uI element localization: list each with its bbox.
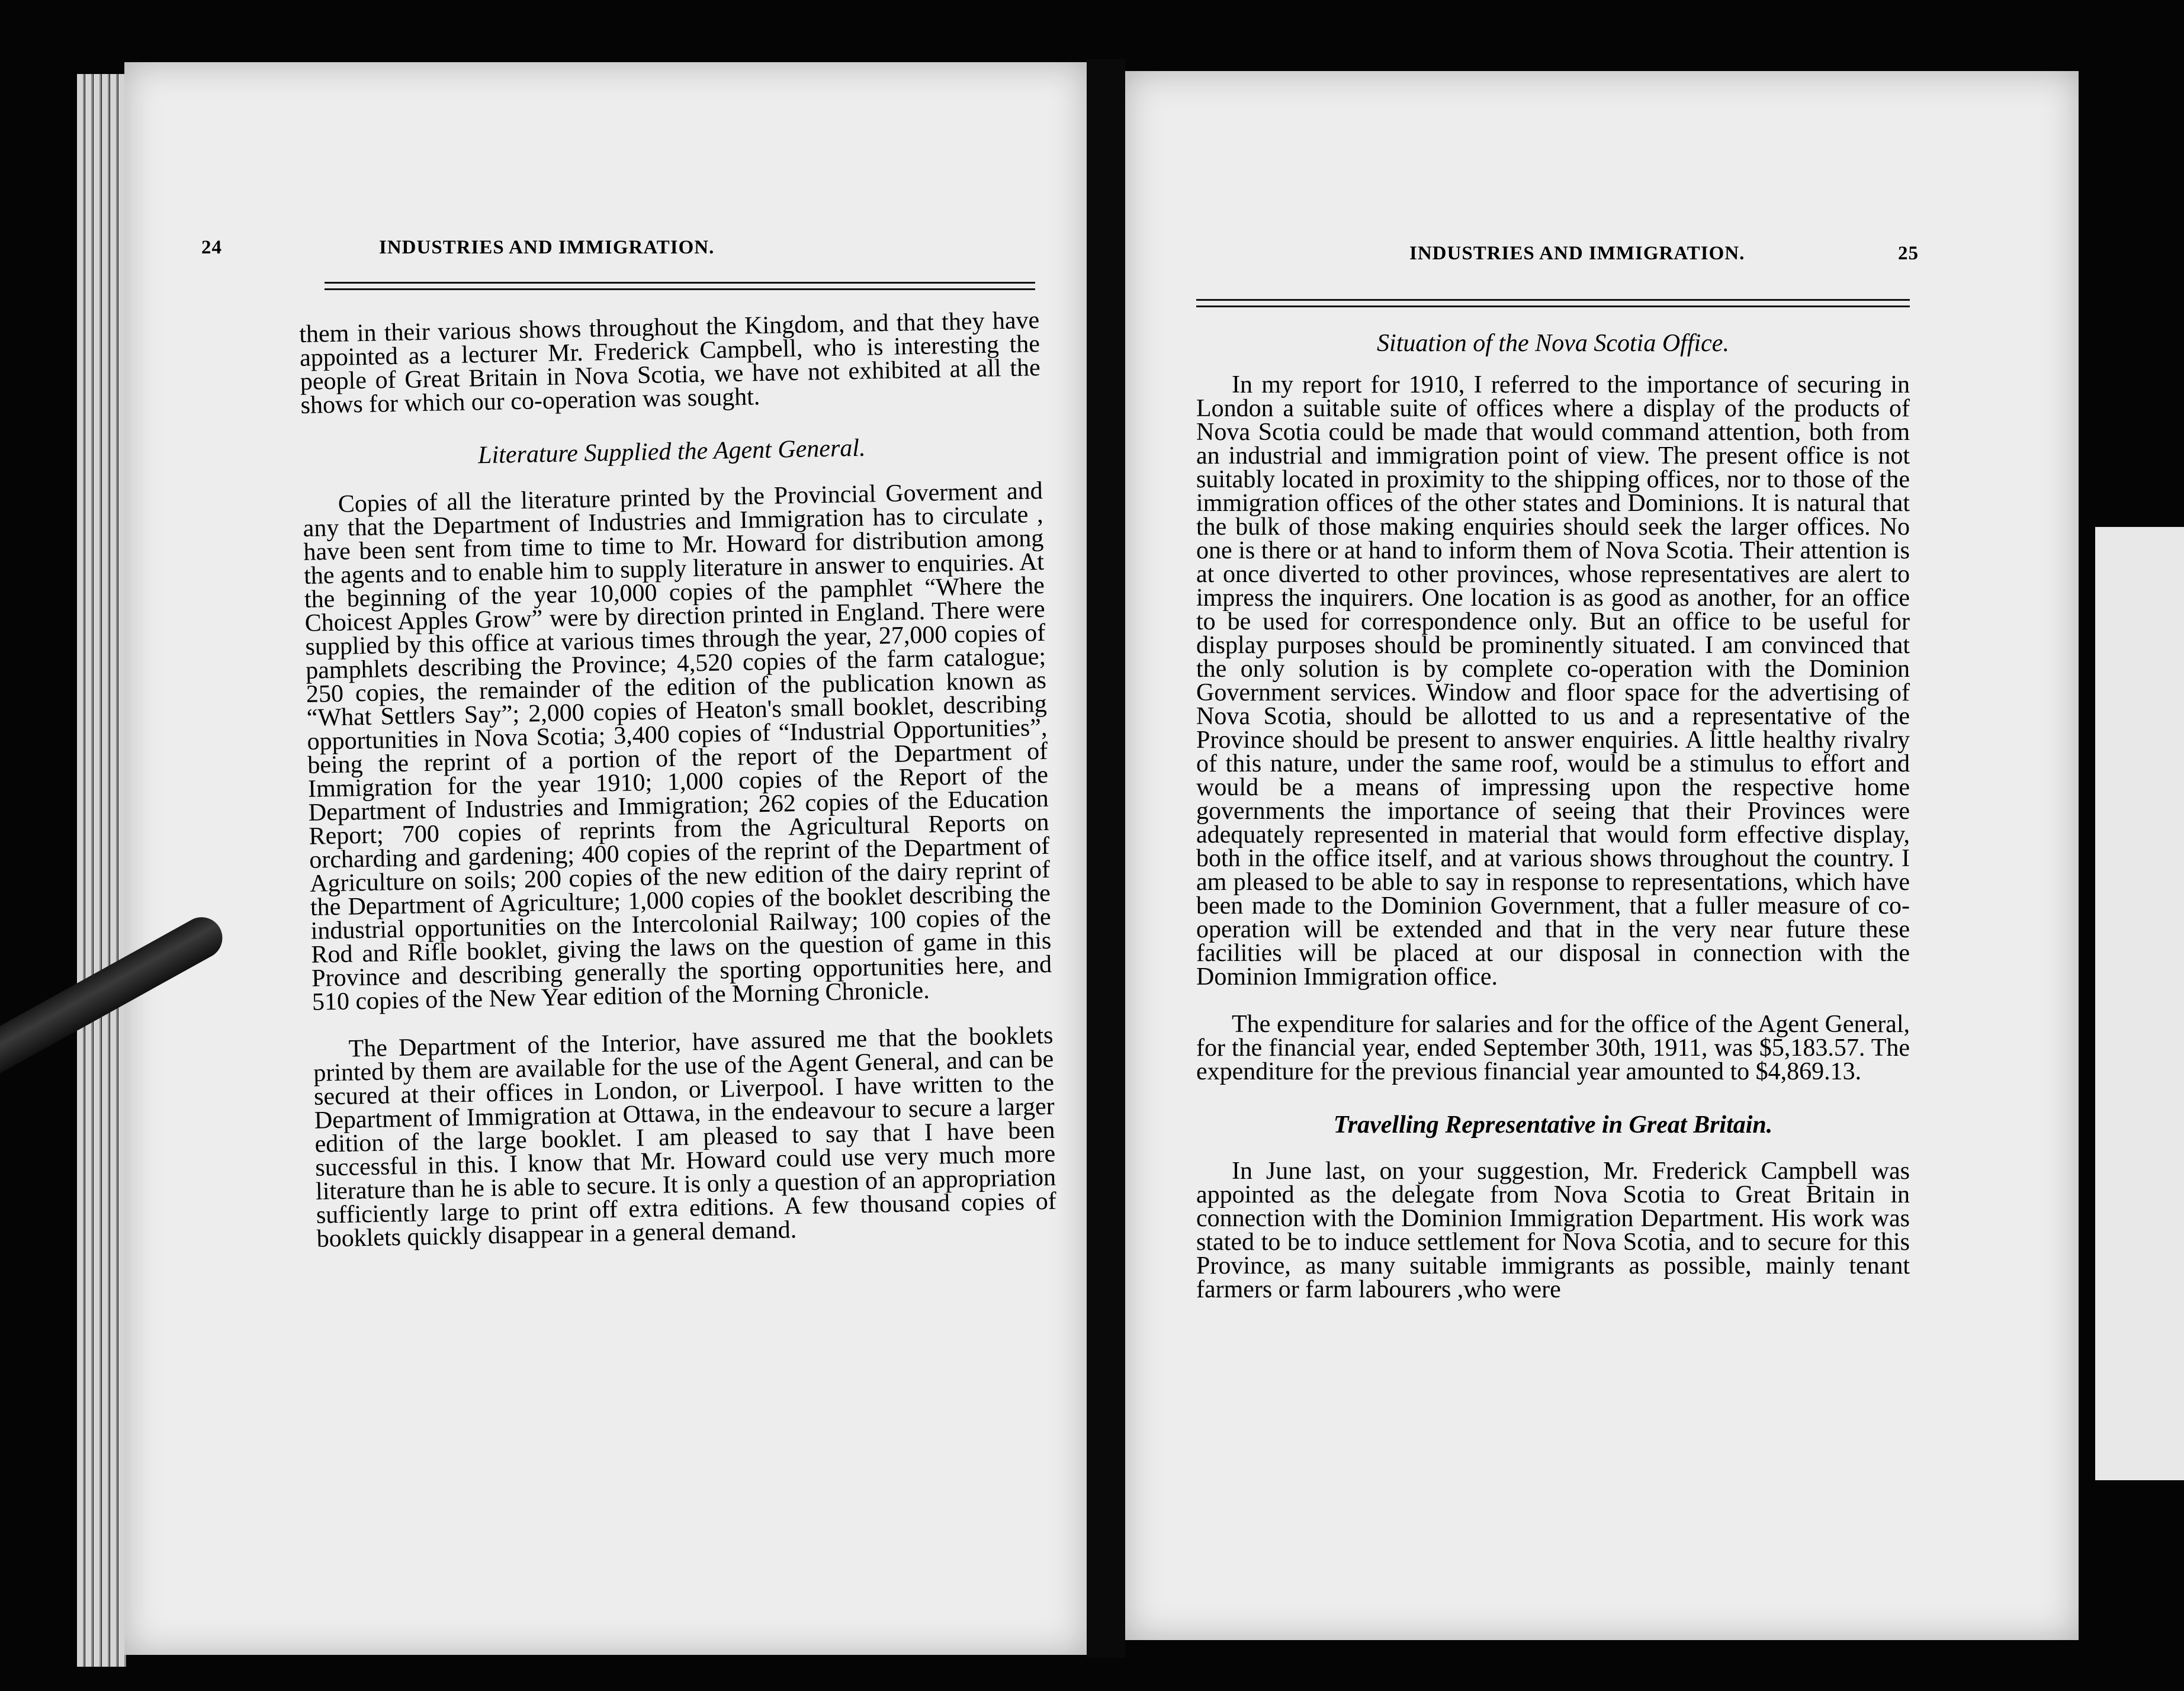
left-running-head-title: INDUSTRIES AND IMMIGRATION. <box>379 237 715 258</box>
right-running-head <box>1409 243 1919 265</box>
left-section-heading: Literature Supplied the Agent General. <box>477 434 866 470</box>
right-header-rule <box>1196 299 1910 307</box>
left-paragraph-3: The Department of the Interior, have assured me that the booklets printed by them are available for the use of the Agent General, and can be secured at their offices in London, or Liverpool. I have written to the Department of Immigration at Ottawa, in the endeavour to secure a larger edition of the large booklet. I am pleased to say that I have been successful in this. I know that Mr. Howard could use very much more literature than he is able to secure. It is only a question of an appropriation sufficiently large to print off extra editions. A few thousand copies of booklets quickly disappear in a general demand. <box>313 1021 1057 1253</box>
left-header-rule <box>325 282 1035 290</box>
right-text-column <box>1196 332 1910 1301</box>
paper-strip <box>2095 527 2184 1480</box>
right-paragraph-2: The expenditure for salaries and for the office of the Agent General, for the financial year, ended September 30th, 1911, was $5,183.57. The expenditure for the previous financial year amounted to $4,869.13. <box>1196 1011 1910 1085</box>
right-page-number: 25 <box>1898 243 1919 264</box>
right-section-heading-1: Situation of the Nova Scotia Office. <box>1377 330 1729 357</box>
left-page-number: 24 <box>201 237 222 258</box>
book-gutter <box>1087 59 1125 1658</box>
right-section-heading-2: Travelling Representative in Great Britain. <box>1333 1111 1773 1139</box>
right-running-head-title: INDUSTRIES AND IMMIGRATION. <box>1409 243 1745 264</box>
left-text-column <box>299 308 1057 1251</box>
left-paragraph-1: them in their various shows throughout the Kingdom, and that they have appointed as a lecturer Mr. Frederick Campbell, who is interesting the people of Great Britain in Nova Scotia, we have not exhibited at all the shows for which our co-operation was sought. <box>298 307 1041 419</box>
left-running-head <box>201 237 1036 259</box>
left-paragraph-2: Copies of all the literature printed by the Provincial Goverment and any that the Department of Industries and Immigration has to circulate , have been sent from time to time to Mr. Howard for distribution among the agents and to enable him to supply literature in answer to enquiries. At the beginning of the year 10,000 copies of the pamphlet “Where the Choicest Apples Grow” were by direction printed in England. There were supplied by this office at various times through the year, 27,000 copies of pamphlets describing the Province; 4,520 copies of the farm catalogue; 250 copies, the remainder of the edition of the publication known as “What Settlers Say”; 2,000 copies of Heaton's small booklet, describing opportunities in Nova Scotia; 3,400 copies of “Industrial Opportunities”, being the reprint of a portion of the report of the Department of Immigration for the year 1910; 1,000 copies of the Report of the Department of Industries and Immigration; 262 copies of the Education Report; 700 copies of reprints from the Agricultural Reports on orcharding and gardening; 400 copies of the reprint of the Department of Agriculture on soils; 200 copies of the new edition of the dairy reprint of the Department of Agriculture; 1,000 copies of the booklet describing the industrial opportunities on the Intercolonial Railway; 100 copies of the Rod and Rifle booklet, giving the laws on the question of game in this Province and describing generally the sporting opportunities here, and 510 copies of the New Year edition of the Morning Chronicle. <box>303 477 1052 1016</box>
right-paragraph-1: In my report for 1910, I referred to the importance of securing in London a suitable suite of offices where a display of the products of Nova Scotia could be made that would command attention, both from an industrial and immigration point of view. The present office is not suitably located in proximity to the shipping offices, nor to those of the immigration offices of the other states and Dominions. It is natural that the bulk of those making enquiries should seek the larger offices. No one is there or at hand to inform them of Nova Scotia. Their attention is at once diverted to other provinces, whose representatives are alert to impress the inquirers. One location is as good as another, for an office to be used for correspondence only. But an office to be useful for display purposes should be prominently situated. I am convinced that the only solution is by complete co-operation with the Dominion Government services. Window and floor space for the advertising of Nova Scotia, should be allotted to us and a representative of the Province should be present to answer enquiries. A little healthy rivalry of this nature, under the same roof, would be a stimulus to effort and would be a means of impressing upon the respective home governments the importance of seeing that their Provinces were adequately represented in material that would form effective display, both in the office itself, and at various shows throughout the country. I am pleased to be able to say in response to representations, which have been made to the Dominion Government, that a fuller measure of co-operation will be extended and that in the very near future these facilities will be placed at our disposal in connection with the Dominion Immigration office. <box>1196 371 1910 991</box>
right-paragraph-3: In June last, on your suggestion, Mr. Frederick Campbell was appointed as the delegate from Nova Scotia to Great Britain in connection with the Dominion Immigration Department. His work was stated to be to induce settlement for Nova Scotia, and to secure for this Province, as many suitable immigrants as possible, mainly tenant farmers or farm labourers ,who were <box>1196 1158 1910 1303</box>
